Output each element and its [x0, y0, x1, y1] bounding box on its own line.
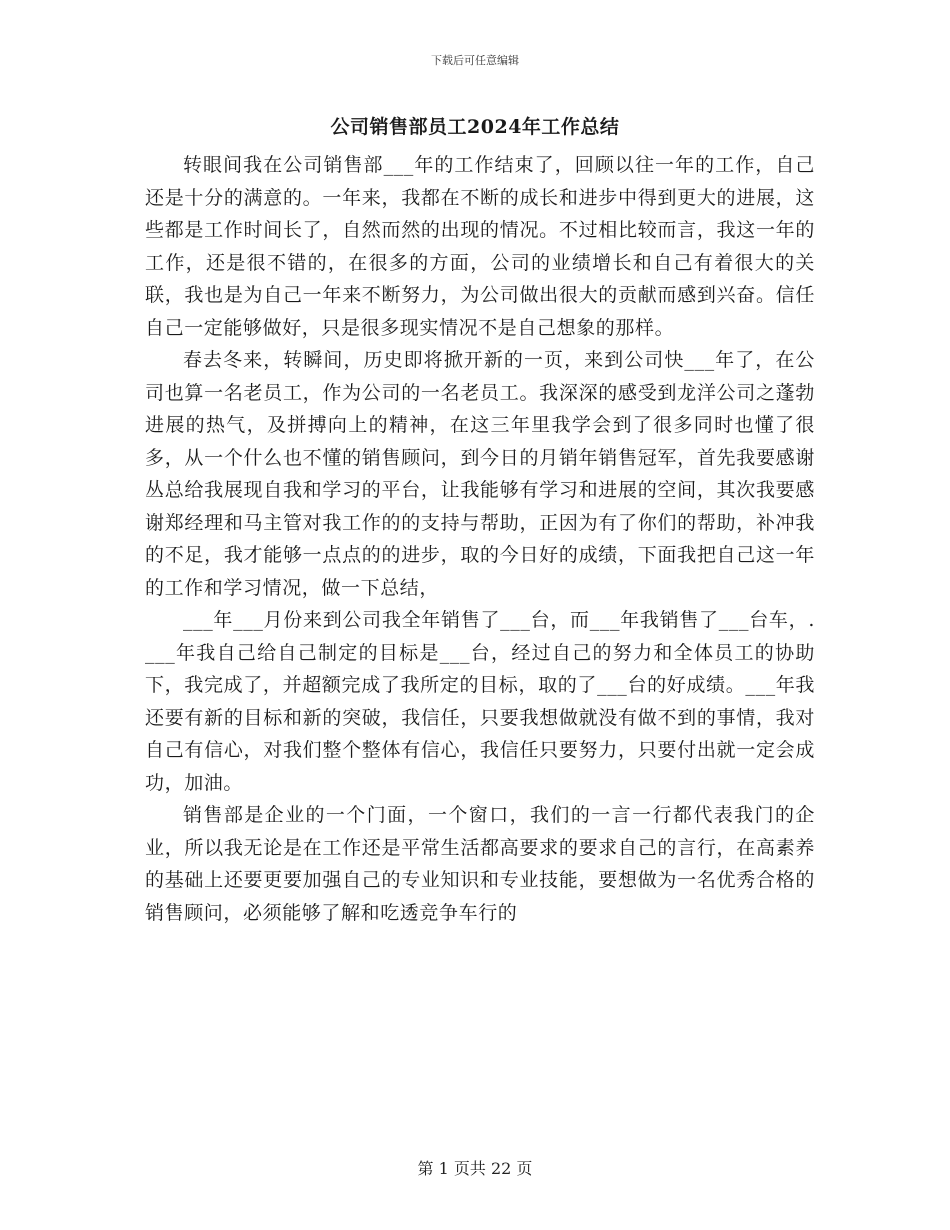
page-number: 第 1 页共 22 页: [417, 1159, 533, 1178]
paragraph: ___年___月份来到公司我全年销售了___台，而___年我销售了___台车，.___年我自己给自己制定的目标是___台，经过自己的努力和全体员工的协助下，我完成了，并超额完成了我所定的目标，取的了___台的好成绩。___年我还要有新的目标和新的突破，我信任，只要我想做就没有做不到的事情，我对自己有信心，对我们整个整体有信心，我信任只要努力，只要付出就一定会成功，加油。: [145, 609, 815, 794]
document-title: 公司销售部员工2024年工作总结: [330, 116, 620, 138]
document-body: [145, 149, 815, 929]
paragraph: 转眼间我在公司销售部___年的工作结束了，回顾以往一年的工作，自己还是十分的满意的。一年来，我都在不断的成长和进步中得到更大的进展，这些都是工作时间长了，自然而然的出现的情况。不过相比较而言，我这一年的工作，还是很不错的，在很多的方面，公司的业绩增长和自己有着很大的关联，我也是为自己一年来不断努力，为公司做出很大的贡献而感到兴奋。信任自己一定能够做好，只是很多现实情况不是自己想象的那样。: [145, 154, 815, 339]
header-note: 下载后可任意编辑: [431, 54, 519, 67]
paragraph: 销售部是企业的一个门面，一个窗口，我们的一言一行都代表我门的企业，所以我无论是在工作还是平常生活都高要求的要求自己的言行，在高素养的基础上还要更要加强自己的专业知识和专业技能，要想做为一名优秀合格的销售顾问，必须能够了解和吃透竞争车行的: [145, 804, 815, 924]
paragraph: 春去冬来，转瞬间，历史即将掀开新的一页，来到公司快___年了，在公司也算一名老员工，作为公司的一名老员工。我深深的感受到龙洋公司之蓬勃进展的热气，及拼搏向上的精神，在这三年里我学会到了很多同时也懂了很多，从一个什么也不懂的销售顾问，到今日的月销年销售冠军，首先我要感谢丛总给我展现自我和学习的平台，让我能够有学习和进展的空间，其次我要感谢郑经理和马主管对我工作的的支持与帮助，正因为有了你们的帮助，补冲我的不足，我才能够一点点的的进步，取的今日好的成绩，下面我把自己这一年的工作和学习情况，做一下总结，: [145, 349, 815, 599]
